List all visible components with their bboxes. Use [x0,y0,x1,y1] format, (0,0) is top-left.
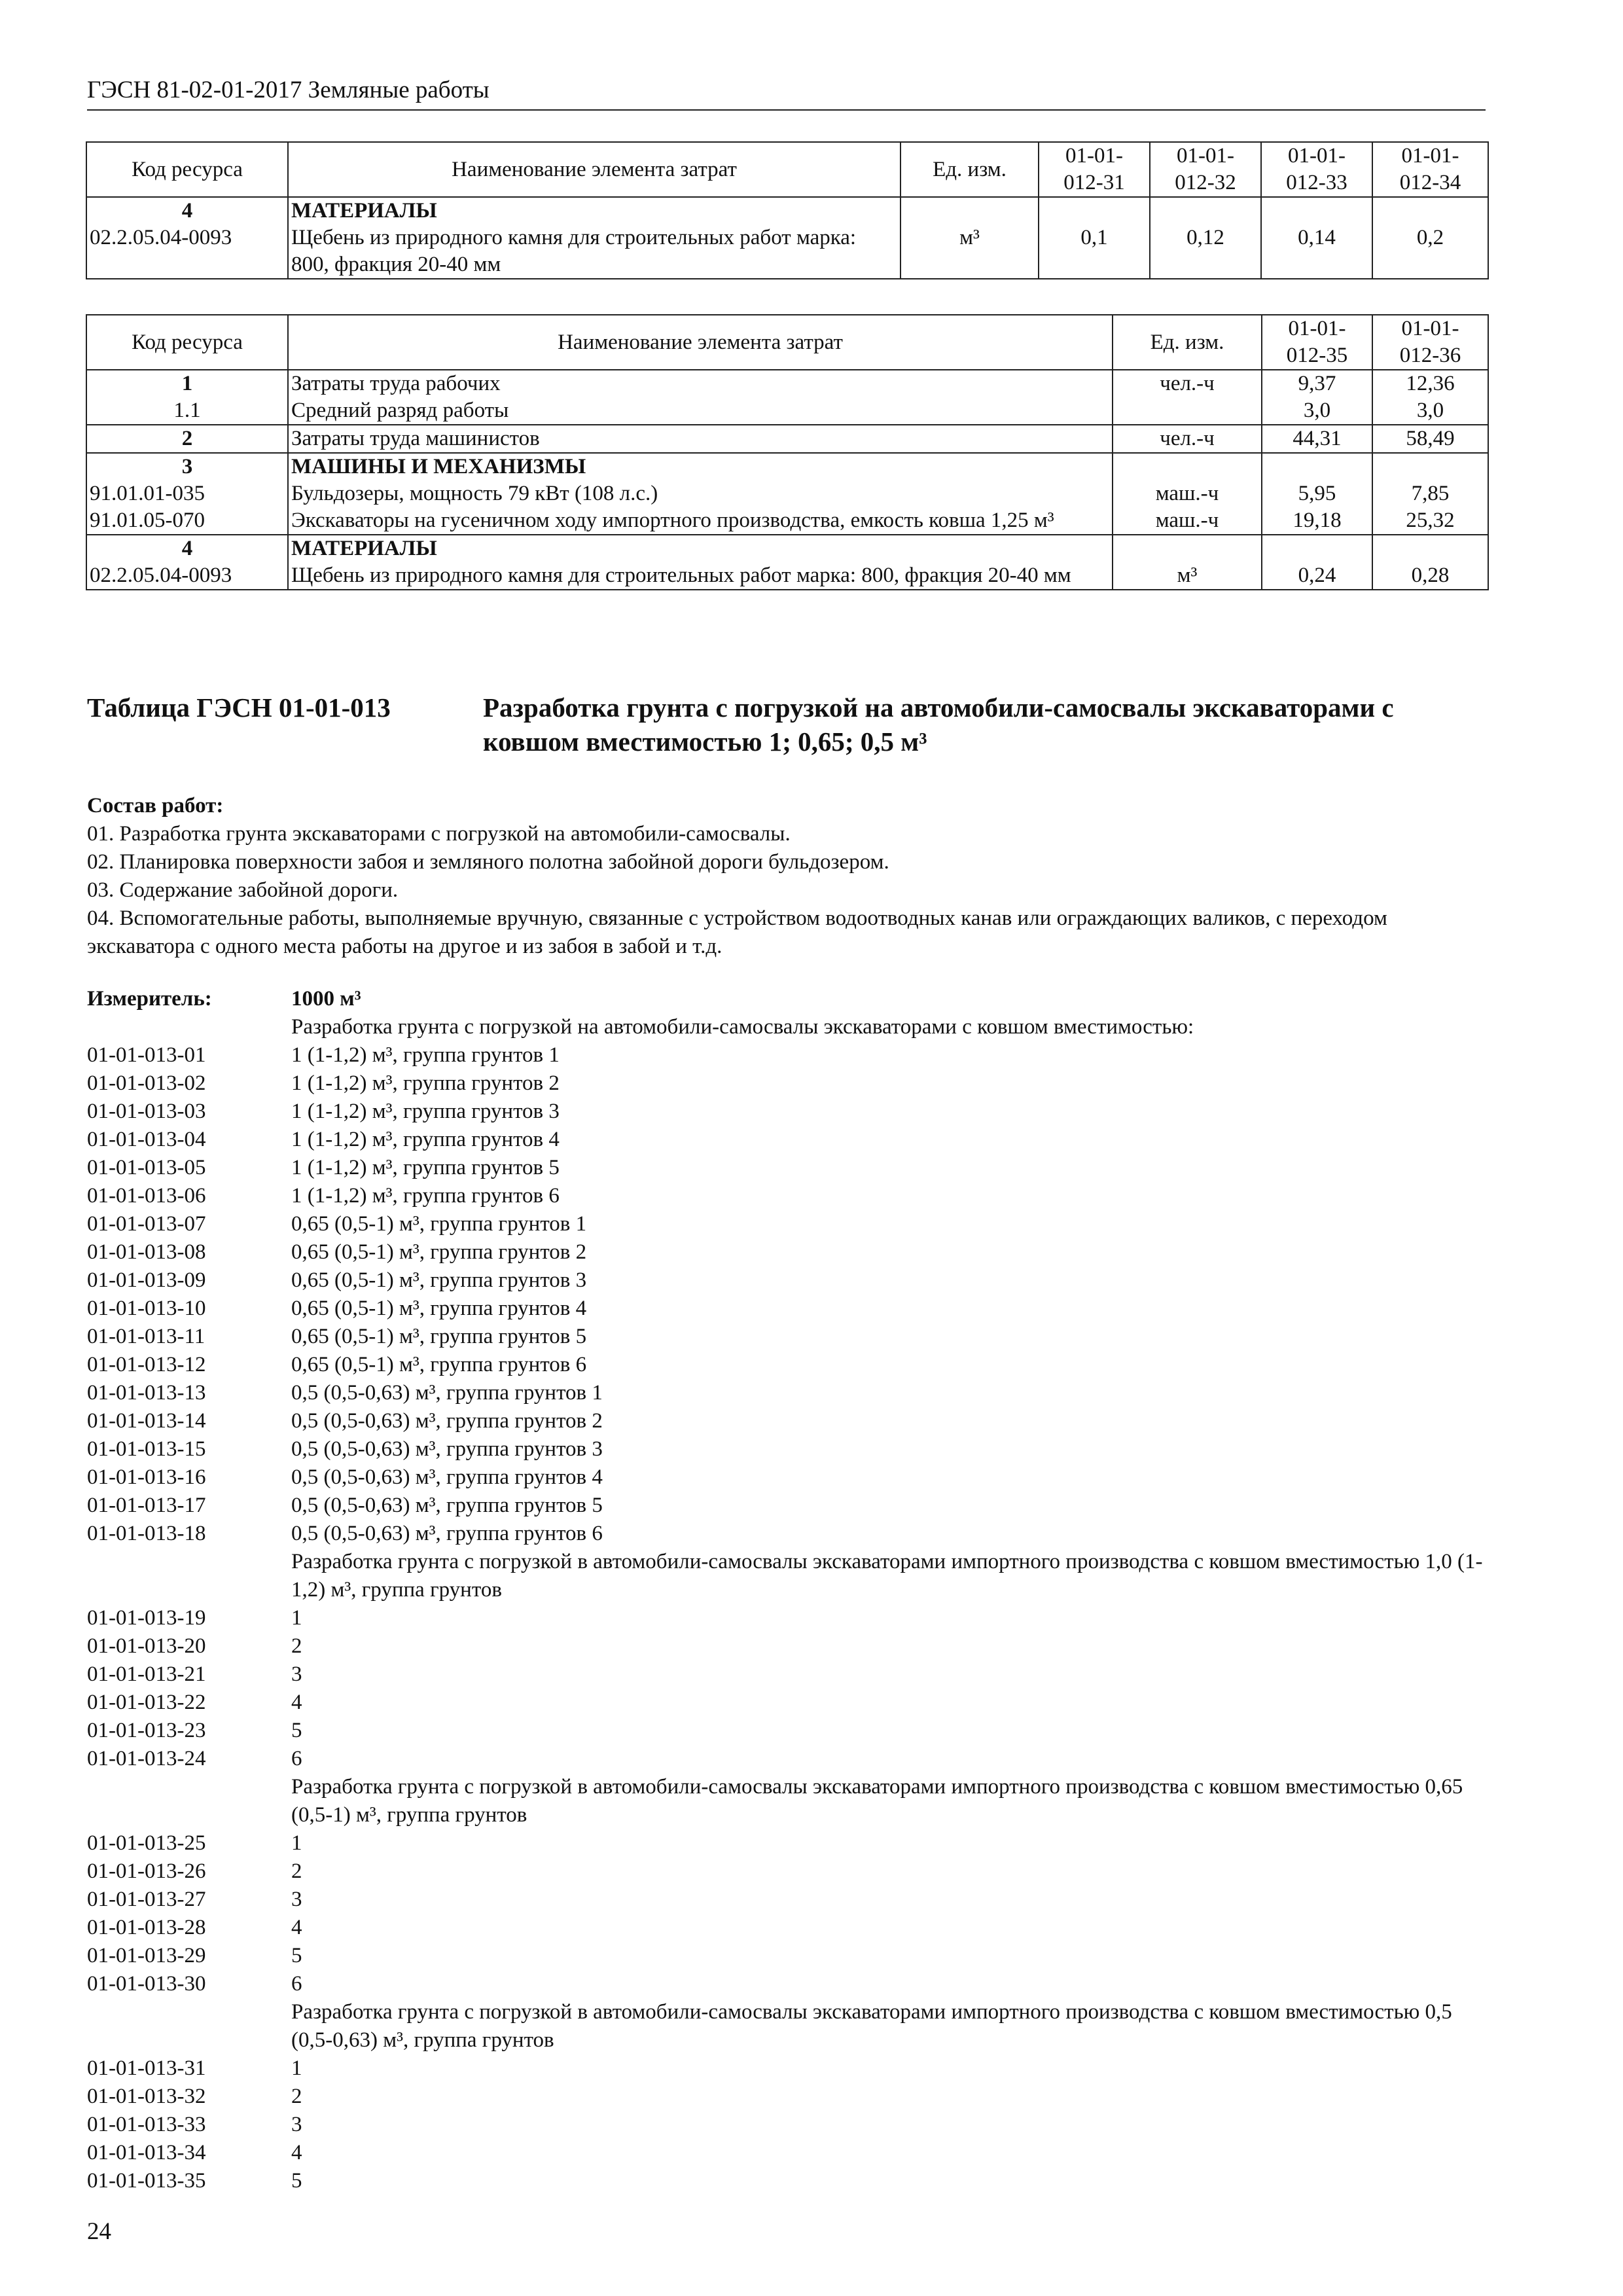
group-intro: Разработка грунта с погрузкой на автомобили-самосвалы экскаваторами с ковшом вместимостью: [291,1015,1194,1039]
norm-row [87,1857,1488,1886]
norm-description: 6 [291,1747,302,1770]
norm-description: 5 [291,1719,302,1742]
measure-value: 1000 м³ [291,987,361,1011]
norm-groups [87,1013,1488,2195]
norm-value [1262,453,1372,535]
col-header-name: Наименование элемента затрат [288,315,1113,370]
norm-description: 2 [291,1634,302,1658]
norm-code: 01-01-013-32 [87,2085,206,2108]
norm-row [87,1435,1488,1463]
norm-description: 0,5 (0,5-0,63) м³, группа грунтов 3 [291,1437,603,1461]
col-header-norm: 01-01- 012-35 [1262,315,1372,370]
norm-code: 01-01-013-23 [87,1719,206,1742]
norm-value-text: 0,28 [1411,564,1450,587]
resource-name: Средний разряд работы [291,399,509,422]
resource-name: Бульдозеры, мощность 79 кВт (108 л.с.) [291,482,658,505]
norm-code: 01-01-013-09 [87,1268,206,1292]
norm-row [87,1266,1488,1295]
norm-row [87,1238,1488,1266]
resource-unit: чел.-ч [1160,372,1215,395]
resource-name-cell [288,197,901,279]
norm-row [87,1351,1488,1379]
resource-code: 91.01.05-070 [90,509,205,532]
norm-description: 4 [291,2141,302,2164]
norm-description: 0,5 (0,5-0,63) м³, группа грунтов 5 [291,1494,603,1517]
norm-code: 01-01-013-24 [87,1747,206,1770]
norm-code: 01-01-013-22 [87,1691,206,1714]
norm-code: 01-01-013-11 [87,1325,205,1348]
norm-code: 01-01-013-03 [87,1100,206,1123]
table-row [86,453,1488,535]
norm-row [87,1745,1488,1773]
norm-description: 1 (1-1,2) м³, группа грунтов 2 [291,1071,560,1095]
col-header-norm: 01-01- 012-31 [1039,142,1150,197]
norm-row [87,1604,1488,1632]
resource-name: Щебень из природного камня для строительных работ марка: 800, фракция 20-40 мм [291,226,857,276]
resource-table-2 [86,314,1489,590]
norm-description: 0,5 (0,5-0,63) м³, группа грунтов 1 [291,1381,603,1405]
page-number: 24 [87,2218,111,2245]
norm-code: 01-01-013-16 [87,1465,206,1489]
col-header-norm: 01-01- 012-32 [1150,142,1261,197]
col-header-name: Наименование элемента затрат [288,142,901,197]
table-row [86,197,1488,279]
norm-row [87,1126,1488,1154]
norm-code: 01-01-013-27 [87,1888,206,1911]
norm-list [87,985,1488,2195]
norm-value-text: 44,31 [1293,427,1342,450]
resource-name-cell [288,370,1113,425]
resource-code: 4 [181,199,193,223]
norm-description: 0,5 (0,5-0,63) м³, группа грунтов 4 [291,1465,603,1489]
norm-value [1262,425,1372,453]
norm-value [1372,453,1488,535]
norm-code: 01-01-013-02 [87,1071,206,1095]
norm-row [87,1069,1488,1098]
norm-value-text: 0,12 [1186,226,1224,249]
col-header-norm: 01-01- 012-33 [1261,142,1372,197]
resource-name-cell [288,425,1113,453]
resource-code: 1 [181,372,193,395]
norm-description: 5 [291,2169,302,2193]
norm-description: 1 (1-1,2) м³, группа грунтов 6 [291,1184,560,1208]
resource-code-cell [86,197,288,279]
norm-row [87,2054,1488,2083]
norm-row [87,2167,1488,2195]
col-header-code: Код ресурса [86,142,288,197]
norm-row [87,1886,1488,1914]
resource-unit: маш.-ч [1155,482,1219,505]
norm-row [87,1717,1488,1745]
group-intro: Разработка грунта с погрузкой в автомобили-самосвалы экскаваторами импортного производства с ковшом вместимостью 0,65 (0,5-1) м³, группа грунтов [291,1775,1463,1827]
header-rule [87,109,1486,111]
norm-description: 2 [291,2085,302,2108]
measure-row [87,985,1488,1013]
resource-code: 1.1 [173,399,201,422]
col-header-unit: Ед. изм. [901,142,1039,197]
norm-description: 0,65 (0,5-1) м³, группа грунтов 1 [291,1212,587,1236]
norm-code: 01-01-013-17 [87,1494,206,1517]
table-title: Разработка грунта с погрузкой на автомобили-самосвалы экскаваторами с ковшом вместимостью 1; 0,65; 0,5 м³ [483,692,1394,757]
norm-description: 3 [291,1662,302,1686]
work-item: 02. Планировка поверхности забоя и земляного полотна забойной дороги бульдозером. [87,850,889,874]
norm-description: 0,65 (0,5-1) м³, группа грунтов 3 [291,1268,587,1292]
norm-description: 1 [291,2056,302,2080]
norm-row [87,1295,1488,1323]
resource-table-1 [86,141,1489,279]
norm-value-text: 9,37 [1298,372,1336,395]
norm-description: 1 [291,1831,302,1855]
norm-value-text: 12,36 [1406,372,1455,395]
norm-code: 01-01-013-19 [87,1606,206,1630]
resource-name: Экскаваторы на гусеничном ходу импортного производства, емкость ковша 1,25 м³ [291,509,1054,532]
norm-row [87,1942,1488,1970]
resource-code: 2 [181,427,193,450]
norm-value [1372,425,1488,453]
norm-code: 01-01-013-01 [87,1043,206,1067]
resource-code-cell [86,535,288,590]
norm-code: 01-01-013-04 [87,1128,206,1151]
table-row [86,370,1488,425]
norm-description: 0,5 (0,5-0,63) м³, группа грунтов 2 [291,1409,603,1433]
resource-code-cell [86,425,288,453]
norm-description: 1 [291,1606,302,1630]
norm-code: 01-01-013-26 [87,1859,206,1883]
norm-value-text: 0,1 [1080,226,1108,249]
norm-description: 6 [291,1972,302,1996]
norm-description: 0,65 (0,5-1) м³, группа грунтов 6 [291,1353,587,1376]
col-header-unit: Ед. изм. [1113,315,1262,370]
resource-unit-cell [1113,453,1262,535]
work-item: 01. Разработка грунта экскаваторами с погрузкой на автомобили-самосвалы. [87,822,791,846]
works-heading: Состав работ: [87,794,224,817]
work-item: 04. Вспомогательные работы, выполняемые вручную, связанные с устройством водоотводных канав или ограждающих валиков, с переходом экскаватора с одного места работы на другое и из забоя в забой и т.д. [87,906,1387,958]
norm-description: 2 [291,1859,302,1883]
norm-row [87,1632,1488,1660]
norm-code: 01-01-013-25 [87,1831,206,1855]
norm-code: 01-01-013-30 [87,1972,206,1996]
norm-row [87,1689,1488,1717]
norm-code: 01-01-013-35 [87,2169,206,2193]
norm-description: 1 (1-1,2) м³, группа грунтов 1 [291,1043,560,1067]
norm-code: 01-01-013-07 [87,1212,206,1236]
resource-name-cell [288,453,1113,535]
norm-row [87,1492,1488,1520]
resource-unit-cell [1113,425,1262,453]
norm-row [87,1098,1488,1126]
resource-name: МАШИНЫ И МЕХАНИЗМЫ [291,455,586,478]
norm-description: 0,65 (0,5-1) м³, группа грунтов 4 [291,1297,587,1320]
table-row [86,425,1488,453]
norm-description: 3 [291,1888,302,1911]
works-composition [87,792,1488,961]
norm-row [87,1463,1488,1492]
resource-name: МАТЕРИАЛЫ [291,199,437,223]
work-item: 03. Содержание забойной дороги. [87,878,399,902]
resource-code-cell [86,453,288,535]
norm-row [87,1379,1488,1407]
norm-description: 1 (1-1,2) м³, группа грунтов 4 [291,1128,560,1151]
norm-row [87,1182,1488,1210]
norm-row [87,1970,1488,1998]
group-intro: Разработка грунта с погрузкой в автомобили-самосвалы экскаваторами импортного производства с ковшом вместимостью 0,5 (0,5-0,63) м³, группа грунтов [291,2000,1452,2052]
resource-code: 02.2.05.04-0093 [90,226,232,249]
norm-description: 5 [291,1944,302,1967]
table-row [86,535,1488,590]
norm-code: 01-01-013-13 [87,1381,206,1405]
resource-unit-cell [1113,370,1262,425]
norm-value-text: 7,85 [1411,482,1450,505]
norm-code: 01-01-013-12 [87,1353,206,1376]
norm-value [1262,535,1372,590]
norm-description: 0,65 (0,5-1) м³, группа грунтов 5 [291,1325,587,1348]
norm-code: 01-01-013-06 [87,1184,206,1208]
resource-unit: чел.-ч [1160,427,1215,450]
resource-name: МАТЕРИАЛЫ [291,537,437,560]
measure-label: Измеритель: [87,987,212,1011]
col-header-code: Код ресурса [86,315,288,370]
resource-unit: м³ [1177,564,1198,587]
resource-name: Щебень из природного камня для строительных работ марка: 800, фракция 20-40 мм [291,564,1071,587]
resource-code: 91.01.01-035 [90,482,205,505]
norm-code: 01-01-013-08 [87,1240,206,1264]
resource-name: Затраты труда рабочих [291,372,501,395]
resource-code: 02.2.05.04-0093 [90,564,232,587]
norm-row [87,2139,1488,2167]
norm-value [1372,535,1488,590]
resource-unit-cell [1113,535,1262,590]
norm-value [1150,197,1261,279]
norm-value-text: 5,95 [1298,482,1336,505]
norm-code: 01-01-013-34 [87,2141,206,2164]
resource-code: 3 [181,455,193,478]
table-header-row [86,142,1488,197]
norm-code: 01-01-013-18 [87,1522,206,1545]
group-intro: Разработка грунта с погрузкой в автомобили-самосвалы экскаваторами импортного производства с ковшом вместимостью 1,0 (1-1,2) м³, группа грунтов [291,1550,1483,1602]
norm-description: 3 [291,2113,302,2136]
norm-value [1372,197,1488,279]
resource-code: 4 [181,537,193,560]
norm-description: 1 (1-1,2) м³, группа грунтов 3 [291,1100,560,1123]
running-header: ГЭСН 81-02-01-2017 Земляные работы [87,77,490,103]
resource-unit: маш.-ч [1155,509,1219,532]
norm-description: 0,5 (0,5-0,63) м³, группа грунтов 6 [291,1522,603,1545]
norm-code: 01-01-013-05 [87,1156,206,1179]
norm-row [87,1154,1488,1182]
norm-description: 4 [291,1691,302,1714]
resource-code-cell [86,370,288,425]
resource-unit: м³ [959,226,980,249]
norm-code: 01-01-013-15 [87,1437,206,1461]
norm-row [87,1829,1488,1857]
norm-value-text: 0,24 [1298,564,1336,587]
table-code: Таблица ГЭСН 01-01-013 [87,692,391,723]
norm-code: 01-01-013-14 [87,1409,206,1433]
norm-row [87,1914,1488,1942]
norm-code: 01-01-013-31 [87,2056,206,2080]
norm-row [87,1323,1488,1351]
resource-unit-cell [901,197,1039,279]
norm-row [87,1210,1488,1238]
norm-row [87,2083,1488,2111]
norm-description: 0,65 (0,5-1) м³, группа грунтов 2 [291,1240,587,1264]
norm-code: 01-01-013-10 [87,1297,206,1320]
norm-description: 1 (1-1,2) м³, группа грунтов 5 [291,1156,560,1179]
resource-name-cell [288,535,1113,590]
norm-row [87,1041,1488,1069]
norm-row [87,1660,1488,1689]
table-header-row [86,315,1488,370]
norm-value-text: 25,32 [1406,509,1455,532]
norm-code: 01-01-013-33 [87,2113,206,2136]
norm-row [87,1520,1488,1548]
norm-value-text: 19,18 [1293,509,1342,532]
norm-row [87,2111,1488,2139]
norm-value-text: 3,0 [1303,399,1331,422]
norm-value-text: 58,49 [1406,427,1455,450]
col-header-norm: 01-01- 012-36 [1372,315,1488,370]
norm-value-text: 3,0 [1416,399,1444,422]
norm-code: 01-01-013-21 [87,1662,206,1686]
norm-code: 01-01-013-20 [87,1634,206,1658]
norm-value-text: 0,2 [1416,226,1444,249]
norm-value [1261,197,1372,279]
resource-name: Затраты труда машинистов [291,427,540,450]
norm-description: 4 [291,1916,302,1939]
norm-value [1372,370,1488,425]
norm-value-text: 0,14 [1298,226,1336,249]
col-header-norm: 01-01- 012-34 [1372,142,1488,197]
norm-code: 01-01-013-29 [87,1944,206,1967]
norm-code: 01-01-013-28 [87,1916,206,1939]
norm-row [87,1407,1488,1435]
norm-value [1039,197,1150,279]
norm-value [1262,370,1372,425]
